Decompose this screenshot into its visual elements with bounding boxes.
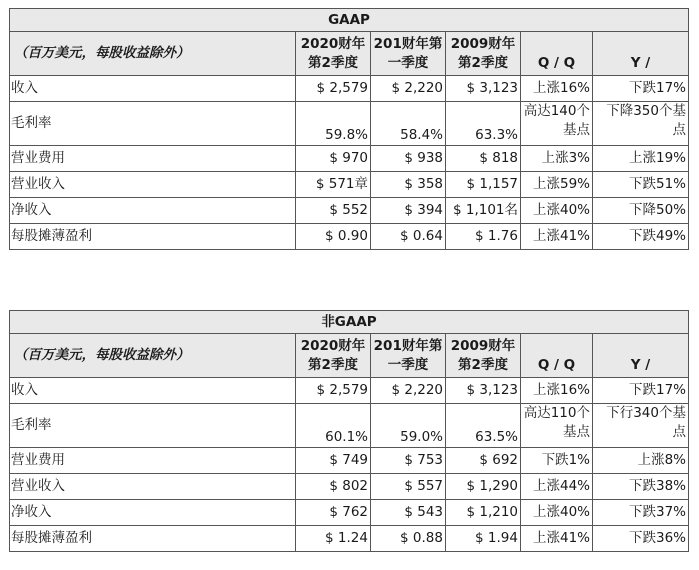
- table-cell: $ 938: [371, 146, 446, 172]
- table-cell: $ 818: [446, 146, 521, 172]
- row-label: 毛利率: [10, 404, 296, 448]
- table-cell: 上涨40%: [521, 500, 593, 526]
- row-label: 收入: [10, 76, 296, 102]
- table-cell: $ 1,157: [446, 172, 521, 198]
- col-header-yy: Y /: [593, 334, 689, 378]
- gaap-title-row: [10, 9, 689, 32]
- table-cell: 下跌49%: [593, 224, 689, 250]
- table-cell: 上涨16%: [521, 378, 593, 404]
- table-cell: $ 0.88: [371, 526, 446, 552]
- table-cell: 63.5%: [446, 404, 521, 448]
- table-cell: 59.0%: [371, 404, 446, 448]
- table-cell: 上涨3%: [521, 146, 593, 172]
- table-cell: 上涨19%: [593, 146, 689, 172]
- gaap-header-row: [10, 32, 689, 76]
- col-header-qq: Q / Q: [521, 32, 593, 76]
- table-cell: 下行340个基点: [593, 404, 689, 448]
- table-cell: $ 2,220: [371, 378, 446, 404]
- row-label: 营业收入: [10, 172, 296, 198]
- table-cell: $ 571章: [296, 172, 371, 198]
- table-cell: 下跌36%: [593, 526, 689, 552]
- table-cell: 上涨40%: [521, 198, 593, 224]
- table-cell: 上涨41%: [521, 526, 593, 552]
- row-label: 净收入: [10, 198, 296, 224]
- row-label: 收入: [10, 378, 296, 404]
- table-row: [10, 76, 689, 102]
- row-label: 每股摊薄盈利: [10, 224, 296, 250]
- gaap-table: [9, 8, 689, 250]
- table-cell: 上涨8%: [593, 448, 689, 474]
- non-gaap-title-row: [10, 311, 689, 334]
- table-cell: $ 358: [371, 172, 446, 198]
- col-header-2009-q2: 2009财年第2季度: [446, 32, 521, 76]
- table-cell: 58.4%: [371, 102, 446, 146]
- gaap-table-title: GAAP: [10, 9, 689, 32]
- table-cell: 下跌17%: [593, 76, 689, 102]
- table-row: [10, 224, 689, 250]
- table-cell: 上涨44%: [521, 474, 593, 500]
- table-row: [10, 378, 689, 404]
- table-cell: $ 753: [371, 448, 446, 474]
- table-cell: 上涨41%: [521, 224, 593, 250]
- row-label: 营业费用: [10, 146, 296, 172]
- table-row: [10, 474, 689, 500]
- table-cell: $ 3,123: [446, 378, 521, 404]
- table-cell: 下跌37%: [593, 500, 689, 526]
- table-cell: $ 1,210: [446, 500, 521, 526]
- table-row: [10, 404, 689, 448]
- table-cell: $ 3,123: [446, 76, 521, 102]
- col-header-qq: Q / Q: [521, 334, 593, 378]
- table-cell: $ 749: [296, 448, 371, 474]
- table-cell: 下降50%: [593, 198, 689, 224]
- table-row: [10, 500, 689, 526]
- table-row: [10, 198, 689, 224]
- col-header-yy: Y /: [593, 32, 689, 76]
- col-header-2020-q2: 2020财年第2季度: [296, 334, 371, 378]
- table-cell: 上涨59%: [521, 172, 593, 198]
- table-cell: $ 0.90: [296, 224, 371, 250]
- row-label: 每股摊薄盈利: [10, 526, 296, 552]
- table-cell: 59.8%: [296, 102, 371, 146]
- col-header-2009-q2: 2009财年第2季度: [446, 334, 521, 378]
- units-note: （百万美元，每股收益除外）: [10, 334, 296, 378]
- table-cell: 上涨16%: [521, 76, 593, 102]
- table-cell: $ 970: [296, 146, 371, 172]
- table-cell: 下跌17%: [593, 378, 689, 404]
- table-cell: 下跌1%: [521, 448, 593, 474]
- table-cell: 60.1%: [296, 404, 371, 448]
- col-header-q1: 201财年第一季度: [371, 32, 446, 76]
- row-label: 营业费用: [10, 448, 296, 474]
- table-cell: 下跌51%: [593, 172, 689, 198]
- table-cell: $ 2,220: [371, 76, 446, 102]
- row-label: 净收入: [10, 500, 296, 526]
- table-cell: $ 1.76: [446, 224, 521, 250]
- table-cell: 下降350个基点: [593, 102, 689, 146]
- table-row: [10, 526, 689, 552]
- table-row: [10, 448, 689, 474]
- col-header-q1: 201财年第一季度: [371, 334, 446, 378]
- table-cell: 63.3%: [446, 102, 521, 146]
- table-cell: 高达110个基点: [521, 404, 593, 448]
- units-note: （百万美元，每股收益除外）: [10, 32, 296, 76]
- table-cell: $ 1,101名: [446, 198, 521, 224]
- table-cell: $ 2,579: [296, 378, 371, 404]
- table-cell: $ 0.64: [371, 224, 446, 250]
- non-gaap-table: [9, 310, 689, 552]
- table-cell: 高达140个基点: [521, 102, 593, 146]
- table-cell: $ 543: [371, 500, 446, 526]
- table-cell: $ 1.94: [446, 526, 521, 552]
- non-gaap-header-row: [10, 334, 689, 378]
- table-cell: $ 552: [296, 198, 371, 224]
- table-cell: $ 394: [371, 198, 446, 224]
- table-cell: $ 802: [296, 474, 371, 500]
- table-cell: $ 762: [296, 500, 371, 526]
- table-cell: $ 1,290: [446, 474, 521, 500]
- table-cell: $ 2,579: [296, 76, 371, 102]
- table-cell: 下跌38%: [593, 474, 689, 500]
- table-row: [10, 172, 689, 198]
- row-label: 营业收入: [10, 474, 296, 500]
- row-label: 毛利率: [10, 102, 296, 146]
- table-row: [10, 102, 689, 146]
- non-gaap-table-title: 非GAAP: [10, 311, 689, 334]
- table-cell: $ 1.24: [296, 526, 371, 552]
- table-row: [10, 146, 689, 172]
- table-cell: $ 692: [446, 448, 521, 474]
- col-header-2020-q2: 2020财年第2季度: [296, 32, 371, 76]
- table-cell: $ 557: [371, 474, 446, 500]
